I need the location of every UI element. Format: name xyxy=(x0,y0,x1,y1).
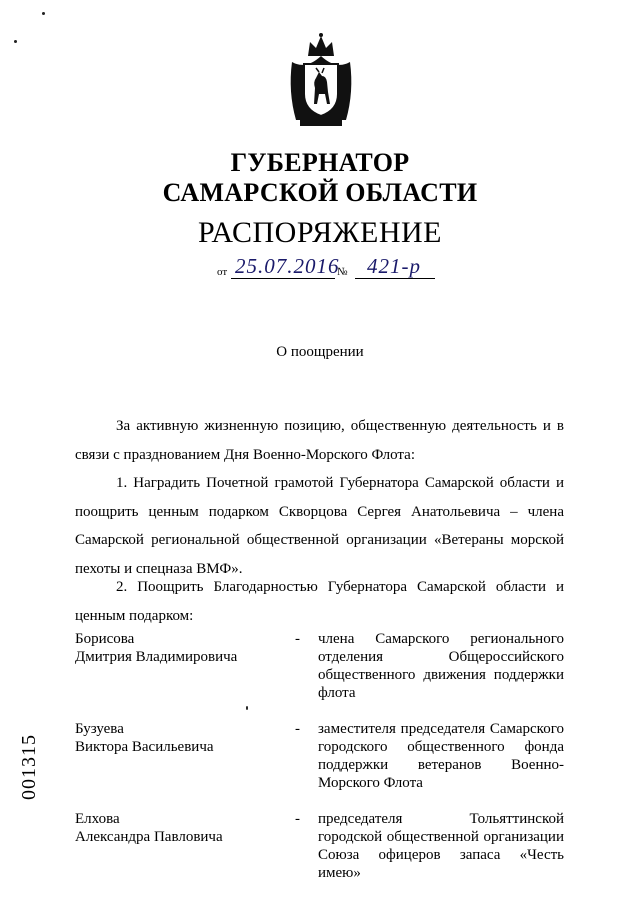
coat-of-arms-emblem xyxy=(286,32,356,132)
document-subject: О поощрении xyxy=(276,344,364,360)
intro-paragraph: За активную жизненную позицию, общественную деятельность и в связи с празднованием Дня Военно-Морского Флота: xyxy=(75,418,564,463)
number-prefix: № xyxy=(337,266,348,278)
person-given-names: Дмитрия Владимировича xyxy=(75,649,238,665)
person-role: члена Самарского регионального отделения Общероссийского общественного движения поддержки флота xyxy=(318,631,564,701)
person-dash: - xyxy=(295,721,300,737)
person-role: заместителя председателя Самарского городского общественного фонда поддержки ветеранов Военно-Морского Флота xyxy=(318,721,564,791)
person-surname: Борисова xyxy=(75,631,135,647)
number-underline xyxy=(355,278,435,279)
item-2-paragraph: 2. Поощрить Благодарностью Губернатора Самарской области и ценным подарком: xyxy=(75,579,564,624)
date-underline xyxy=(231,278,335,279)
page-stamp-number: 001315 xyxy=(18,734,40,800)
person-name xyxy=(75,720,285,756)
scan-dot xyxy=(42,12,45,15)
person-role: председателя Тольяттинской городской общественной организации Союза офицеров запаса «Честь имею» xyxy=(318,811,564,881)
document-type: РАСПОРЯЖЕНИЕ xyxy=(197,216,443,249)
person-name xyxy=(75,630,285,666)
scan-dot xyxy=(14,40,17,43)
person-dash: - xyxy=(295,811,300,827)
person-name xyxy=(75,810,285,846)
scan-dot xyxy=(246,706,248,710)
item-1-paragraph: 1. Наградить Почетной грамотой Губернатора Самарской области и поощрить ценным подарком Скворцова Сергея Анатольевича – члена Самарской региональной общественной организации «Ветераны морской пехоты и спецназа ВМФ». xyxy=(75,475,564,577)
document-number: 421-р xyxy=(367,254,421,278)
org-title-line2: САМАРСКОЙ ОБЛАСТИ xyxy=(162,178,478,207)
person-given-names: Александра Павловича xyxy=(75,829,223,845)
person-surname: Бузуева xyxy=(75,721,124,737)
date-number-line xyxy=(205,254,445,284)
date-prefix: от xyxy=(217,266,228,278)
person-dash: - xyxy=(295,631,300,647)
org-title-line1: ГУБЕРНАТОР xyxy=(230,148,410,177)
person-surname: Елхова xyxy=(75,811,120,827)
person-given-names: Виктора Васильевича xyxy=(75,739,214,755)
document-date: 25.07.2016 xyxy=(235,254,340,278)
